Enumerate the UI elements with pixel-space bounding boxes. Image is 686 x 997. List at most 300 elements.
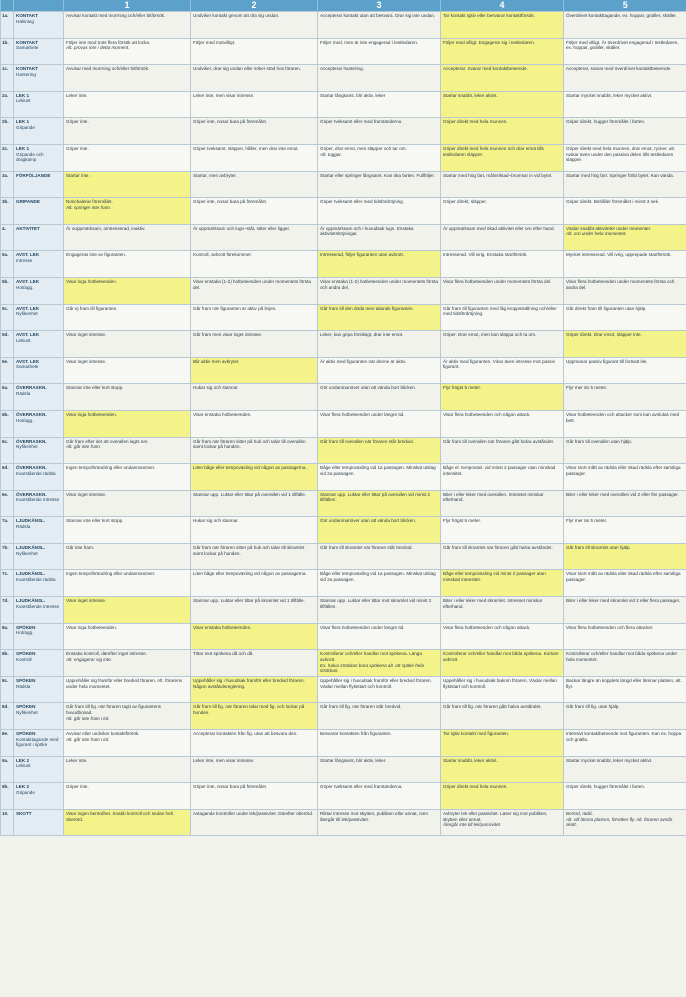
cell-text: Visar flera hotbeteenden och någon attack. bbox=[443, 624, 531, 630]
cell-text: Accepterar kontakten från fig. utan att besvara den. bbox=[193, 731, 298, 737]
cell-text: Riktar intresse mot skytten, publiken eller annat, men återgår till lek/passivitet. bbox=[320, 810, 429, 822]
row-label: LEK 1 bbox=[16, 145, 30, 151]
score-cell-1 bbox=[64, 490, 191, 517]
row-id: 7d. bbox=[1, 597, 14, 624]
score-cell-3 bbox=[318, 703, 441, 730]
cell-text: Går fram när figuranten är aktiv på linjen. bbox=[193, 305, 277, 311]
score-cell-5 bbox=[564, 490, 686, 517]
score-cell-4 bbox=[441, 410, 564, 437]
score-cell-4 bbox=[441, 12, 564, 39]
score-cell-3 bbox=[318, 38, 441, 65]
row-id: 6d. bbox=[1, 464, 14, 491]
score-cell-5 bbox=[564, 277, 686, 304]
cell-text: Följer inte med trots flera försök att locka. bbox=[66, 39, 151, 45]
score-cell-2 bbox=[191, 543, 318, 570]
cell-text: Är ouppmärksam, ointresserad, inaktiv. bbox=[66, 225, 146, 231]
row-sublabel: Lekiust bbox=[16, 337, 31, 343]
score-cell-3 bbox=[318, 171, 441, 198]
row-label: SPÖKEN bbox=[16, 624, 36, 630]
cell-text: Visar enstaka (1-2) hotbeteenden under momentets första del. bbox=[193, 278, 311, 290]
score-cell-2 bbox=[191, 304, 318, 331]
row-id: 3a. bbox=[1, 171, 14, 198]
row-id: 6b. bbox=[1, 410, 14, 437]
cell-text: Avtagande kontroller under lek/passivitet. Därefter oberörd. bbox=[193, 810, 314, 816]
score-cell-3 bbox=[318, 198, 441, 225]
cell-text: Växlar snabbt aktiviteter under momentet. bbox=[566, 225, 652, 231]
score-cell-1 bbox=[64, 597, 191, 624]
cell-text: Går fram till overallen när föraren gått halva avståndet. bbox=[443, 438, 555, 444]
row-sublabel: Kontakttagande med figurant i spöke bbox=[16, 736, 59, 748]
cell-text: Visar flera hotbeteenden under längre tid. bbox=[320, 411, 405, 417]
score-cell-2 bbox=[191, 38, 318, 65]
score-cell-5 bbox=[564, 410, 686, 437]
row-id: 9b. bbox=[1, 783, 14, 810]
cell-text: Gör undanmanöver utan att vända bort blicken. bbox=[320, 518, 417, 524]
row-label-cell bbox=[14, 597, 64, 624]
score-cell-1 bbox=[64, 623, 191, 650]
score-cell-1 bbox=[64, 12, 191, 39]
row-label: LJUDKÄNSL. bbox=[16, 571, 46, 577]
row-id: 5a. bbox=[1, 251, 14, 278]
score-cell-5 bbox=[564, 756, 686, 783]
score-cell-5 bbox=[564, 38, 686, 65]
row-label: LJUDKÄNSL. bbox=[16, 544, 46, 550]
table-row bbox=[1, 277, 686, 304]
row-label: ÖVERRASKN. bbox=[16, 438, 47, 444]
row-sublabel: Lekiust bbox=[16, 98, 31, 104]
table-header bbox=[1, 0, 686, 12]
score-cell-1 bbox=[64, 224, 191, 251]
table-row bbox=[1, 12, 686, 39]
cell-text: Uppmanar passiv figurant till fortsatt lek. bbox=[566, 358, 648, 364]
header-col-5: 5 bbox=[564, 0, 686, 12]
row-sublabel: Samarbete bbox=[16, 45, 39, 51]
score-cell-5 bbox=[564, 437, 686, 464]
cell-text: Leker inte, men visar intresse. bbox=[193, 92, 255, 98]
score-cell-1 bbox=[64, 91, 191, 118]
cell-text: Griper inte. bbox=[66, 784, 89, 790]
cell-text: Griper tveksamt eller med framtänderna bbox=[320, 119, 402, 125]
cell-text: Båge eller tempoväxling vid 1a passagen. Minskat utslag vid 2a passagen. bbox=[320, 571, 436, 583]
cell-text: Går ej fram till figuranten. bbox=[66, 305, 118, 311]
cell-text: Går fram till skramlet när föraren står bredvid. bbox=[320, 544, 413, 550]
score-cell-1 bbox=[64, 783, 191, 810]
score-cell-4 bbox=[441, 91, 564, 118]
row-label: LEK 2 bbox=[16, 784, 30, 790]
score-cell-1 bbox=[64, 410, 191, 437]
cell-text: Båge eller tempoväxling vid 1a passagen. Minskat utslag vid 2a passagen. bbox=[320, 465, 436, 476]
table-row bbox=[1, 570, 686, 597]
score-cell-1 bbox=[64, 809, 191, 836]
table-row bbox=[1, 198, 686, 225]
score-cell-4 bbox=[441, 198, 564, 225]
cell-text: Kontrollerar och/eller handlar mot båda spökena under hela momentet. bbox=[566, 651, 678, 662]
score-cell-3 bbox=[318, 118, 441, 145]
score-cell-3 bbox=[318, 597, 441, 624]
score-cell-1 bbox=[64, 198, 191, 225]
score-cell-1 bbox=[64, 676, 191, 703]
score-cell-2 bbox=[191, 570, 318, 597]
row-label-cell bbox=[14, 756, 64, 783]
score-cell-5 bbox=[564, 304, 686, 331]
table-row bbox=[1, 224, 686, 251]
cell-text: Stannar upp. Luktar eller tittar på overallen vid minst 2 tillfällen. bbox=[320, 491, 431, 503]
cell-text: Stannar upp. Luktar eller tittar på overallen vid 1 tillfälle. bbox=[193, 491, 307, 497]
cell-text: Visar flera hotbeteenden och någon attack. bbox=[443, 411, 531, 417]
score-cell-2 bbox=[191, 251, 318, 278]
table-row bbox=[1, 410, 686, 437]
score-cell-3 bbox=[318, 357, 441, 384]
table-row bbox=[1, 783, 686, 810]
cell-text: Uppehåller sig i huvudsak framför eller bredvid föraren. Växlar mellan flyktstart och kontroll. bbox=[320, 677, 432, 689]
cell-text: Griper direkt, släpper. bbox=[443, 199, 487, 205]
score-cell-4 bbox=[441, 277, 564, 304]
cell-text: Tar själv kontakt med figuranten. bbox=[443, 731, 510, 737]
score-cell-1 bbox=[64, 437, 191, 464]
row-sublabel: Kvarstående rädsla bbox=[16, 470, 56, 476]
score-cell-4 bbox=[441, 357, 564, 384]
row-label-cell bbox=[14, 730, 64, 757]
score-cell-4 bbox=[441, 171, 564, 198]
cell-text: Är uppmärksam och i huvudsak lugn. Enstaka aktivitetshöjningar. bbox=[320, 225, 414, 237]
cell-text: Ingen tempoförändring eller undanmanöver. bbox=[66, 465, 156, 471]
cell-text: Undviker kontakt genom att dra sig undan. bbox=[193, 13, 280, 18]
cell-text: Visar inga hotbeteenden. bbox=[66, 411, 117, 417]
row-label: ÖVERRASKN. bbox=[16, 411, 47, 417]
score-cell-2 bbox=[191, 331, 318, 358]
cell-text: Startar mycket snabbt, leker mycket aktivt. bbox=[566, 757, 653, 763]
cell-text: Ingen tempoförändring eller undanmanöver. bbox=[66, 571, 156, 577]
cell-text: Tittar mot spökena då och då. bbox=[193, 651, 254, 657]
row-label-cell bbox=[14, 38, 64, 65]
score-cell-5 bbox=[564, 357, 686, 384]
cell-text: Går direkt fram till figuranten utan hjälp. bbox=[566, 305, 647, 311]
cell-text: Upprehåller sig framför eller bredvid föraren. Alt. förarens under hela momentet. bbox=[66, 677, 182, 689]
cell-text: Följer med motvilligt. bbox=[193, 39, 236, 45]
header-row bbox=[1, 0, 686, 12]
table-row bbox=[1, 650, 686, 677]
score-cell-2 bbox=[191, 277, 318, 304]
score-cell-2 bbox=[191, 730, 318, 757]
row-label: LEK 2 bbox=[16, 757, 30, 763]
header-id bbox=[1, 0, 14, 12]
row-sublabel: Gripande och dragkamp bbox=[16, 151, 44, 163]
score-cell-3 bbox=[318, 623, 441, 650]
row-label-cell bbox=[14, 623, 64, 650]
row-label: KONTAKT bbox=[16, 39, 39, 45]
score-cell-5 bbox=[564, 703, 686, 730]
cell-text: Griper tveksamt, släpper, håller, men drar inte emot. bbox=[193, 145, 299, 151]
cell-text: Startar långsamt, blir aktiv, leker bbox=[320, 92, 386, 98]
score-cell-5 bbox=[564, 91, 686, 118]
cell-alt-text: Alt. går inte fram i tid. bbox=[66, 715, 110, 721]
score-cell-2 bbox=[191, 676, 318, 703]
cell-text: Gör undanmanöver utan att vända bort blicken. bbox=[320, 385, 417, 391]
row-label-cell bbox=[14, 543, 64, 570]
cell-text: Griper inte. bbox=[66, 145, 89, 151]
cell-text: Går fram till overallen utan hjälp. bbox=[566, 438, 633, 444]
row-id: 6e. bbox=[1, 490, 14, 517]
cell-text: Blir aktiv men avbryter. bbox=[193, 358, 240, 364]
score-cell-4 bbox=[441, 490, 564, 517]
score-cell-5 bbox=[564, 171, 686, 198]
table-row bbox=[1, 331, 686, 358]
cell-text: Leker inte, men visar intresse. bbox=[193, 757, 255, 763]
table-body bbox=[1, 12, 686, 836]
cell-text: Biter i eller leker med overallen vid 2 eller fler passager. bbox=[566, 491, 679, 497]
cell-text: Visar stort mått av rädsla eller ökad rädsla efter samtliga passager. bbox=[566, 571, 681, 583]
row-label: FÖRFÖLJANDE bbox=[16, 172, 51, 178]
row-label: AVST. LEK bbox=[16, 358, 40, 364]
cell-text: Griper direkt med hela munnen, drar emot, rycker, alt. ruskar även under den passiva delen tills testledaren släpper. bbox=[566, 145, 676, 163]
table-row bbox=[1, 623, 686, 650]
row-label: KONTAKT bbox=[16, 13, 39, 18]
score-cell-2 bbox=[191, 410, 318, 437]
row-id: 8e. bbox=[1, 730, 14, 757]
table-row bbox=[1, 703, 686, 730]
row-label-cell bbox=[14, 198, 64, 225]
score-cell-3 bbox=[318, 730, 441, 757]
cell-text: Visar stort mått av rädsla eller ökad rädsla efter samtliga passager. bbox=[566, 465, 681, 476]
score-cell-1 bbox=[64, 65, 191, 92]
cell-text: Accepterar. Svarar med kontaktbeteende. bbox=[443, 66, 528, 72]
score-cell-1 bbox=[64, 703, 191, 730]
cell-text: Avvisar kontakt med morrning och/eller bitförsök. bbox=[66, 13, 166, 18]
row-label: SPÖKEN bbox=[16, 651, 36, 657]
score-cell-3 bbox=[318, 251, 441, 278]
table-row bbox=[1, 357, 686, 384]
score-cell-2 bbox=[191, 809, 318, 836]
score-cell-2 bbox=[191, 65, 318, 92]
cell-text: Leker inte. bbox=[66, 92, 88, 98]
table-row bbox=[1, 437, 686, 464]
cell-text: Visar inget intresse. bbox=[66, 358, 107, 364]
row-id: 8c. bbox=[1, 676, 14, 703]
cell-text: Accepterar hantering. bbox=[320, 66, 364, 72]
score-cell-4 bbox=[441, 65, 564, 92]
cell-text: Liten båge eller tempoväxling vid någon av passagerna. bbox=[193, 465, 307, 471]
cell-text: Visar flera hotbeteenden och flera attacker. bbox=[566, 624, 654, 630]
score-cell-1 bbox=[64, 277, 191, 304]
cell-alt-text: Alt. springer inte fram. bbox=[66, 204, 111, 210]
table-row bbox=[1, 809, 686, 836]
cell-alt-text: Ex. halva sträckan bara spökena alt. ett spöke hela sträckan. bbox=[320, 662, 424, 674]
row-sublabel: Rädsla bbox=[16, 523, 31, 529]
row-sublabel: Hälsning bbox=[16, 18, 34, 24]
row-sublabel: Intresse bbox=[16, 258, 33, 264]
score-cell-3 bbox=[318, 809, 441, 836]
score-cell-5 bbox=[564, 12, 686, 39]
score-cell-2 bbox=[191, 517, 318, 544]
cell-text: Visar inga hotbeteenden. bbox=[66, 624, 117, 630]
cell-text: Griper direkt. Drar emot, släpper inte. bbox=[566, 332, 642, 338]
table-row bbox=[1, 304, 686, 331]
row-id: 1a. bbox=[1, 12, 14, 39]
table-row bbox=[1, 676, 686, 703]
score-cell-1 bbox=[64, 517, 191, 544]
score-cell-3 bbox=[318, 144, 441, 171]
cell-text: Visar inga hotbeteenden. bbox=[66, 278, 117, 284]
score-cell-2 bbox=[191, 783, 318, 810]
row-id: 8a. bbox=[1, 623, 14, 650]
row-label: AVST. LEK bbox=[16, 278, 40, 284]
row-label-cell bbox=[14, 570, 64, 597]
score-cell-3 bbox=[318, 91, 441, 118]
cell-text: Griper direkt, hugger föremålet i farten. bbox=[566, 784, 646, 790]
score-cell-4 bbox=[441, 597, 564, 624]
row-sublabel: Hot/agg. bbox=[16, 630, 34, 636]
score-cell-2 bbox=[191, 597, 318, 624]
score-cell-4 bbox=[441, 464, 564, 491]
score-cell-2 bbox=[191, 12, 318, 39]
header-label bbox=[14, 0, 64, 12]
row-label-cell bbox=[14, 251, 64, 278]
cell-text: Går fram men visar inget intresse. bbox=[193, 332, 263, 338]
row-label-cell bbox=[14, 357, 64, 384]
score-cell-1 bbox=[64, 304, 191, 331]
row-label: GRIPANDE bbox=[16, 199, 40, 205]
score-cell-3 bbox=[318, 464, 441, 491]
score-cell-3 bbox=[318, 12, 441, 39]
row-label-cell bbox=[14, 118, 64, 145]
cell-text: Går fram till den döda men talande figuranten. bbox=[320, 305, 414, 311]
cell-text: Visar enstaka (1-2) hotbeteenden under momentets första och andra del. bbox=[320, 278, 438, 290]
cell-text: Flyr högst 5 meter. bbox=[443, 385, 482, 391]
cell-text: Visar enstaka hotbeteenden. bbox=[193, 624, 252, 630]
score-cell-2 bbox=[191, 224, 318, 251]
table-row bbox=[1, 118, 686, 145]
score-cell-5 bbox=[564, 623, 686, 650]
score-cell-3 bbox=[318, 650, 441, 677]
score-cell-4 bbox=[441, 118, 564, 145]
cell-text: Griper. Drar emot, men kan släppa och ta om. bbox=[443, 332, 537, 338]
cell-text: Griper direkt med hela munnen. bbox=[443, 119, 508, 125]
row-sublabel: Kvarstående intresse bbox=[16, 603, 60, 609]
cell-text: Accepterar kontakt utan att besvara. Drar sig inte undan. bbox=[320, 13, 436, 18]
cell-text: Går fram till skramlet utan hjälp. bbox=[566, 544, 631, 550]
score-cell-2 bbox=[191, 464, 318, 491]
row-label: ÖVERRASKN. bbox=[16, 491, 47, 497]
cell-text: Går fram till fig. när föraren talar med fig. och lockar på hunden. bbox=[193, 704, 305, 716]
cell-text: Visar flera hotbeteenden under momentets första och andra del. bbox=[566, 278, 675, 290]
score-cell-5 bbox=[564, 597, 686, 624]
header-col-2: 2 bbox=[191, 0, 318, 12]
row-id: 6a. bbox=[1, 384, 14, 411]
cell-text: Visar flera hotbeteenden under längre tid. bbox=[320, 624, 405, 630]
score-cell-5 bbox=[564, 464, 686, 491]
header-col-3: 3 bbox=[318, 0, 441, 12]
cell-text: Båge el. tempoväxl. vid minst 2 passager utan minskad intensitet. bbox=[443, 465, 556, 476]
score-cell-4 bbox=[441, 251, 564, 278]
row-id: 2a. bbox=[1, 91, 14, 118]
score-cell-1 bbox=[64, 384, 191, 411]
cell-text: Avvisar med morrning och/eller bitförsök. bbox=[66, 66, 150, 72]
cell-text: Hukar sig och stannar. bbox=[193, 518, 239, 524]
cell-alt-text: Återgår inte till lek/passivitet. bbox=[443, 822, 502, 828]
row-id: 1b. bbox=[1, 38, 14, 65]
row-label: AVST. LEK bbox=[16, 252, 40, 258]
row-id: 7a. bbox=[1, 517, 14, 544]
cell-text: Griper direkt med hela munnen. bbox=[443, 784, 508, 790]
cell-text: Startar med hög fart, målinriktad–bromsar in vid bytet. bbox=[443, 172, 553, 178]
score-cell-5 bbox=[564, 809, 686, 836]
cell-text: Flyr mer än 5 meter. bbox=[566, 385, 608, 391]
score-cell-2 bbox=[191, 144, 318, 171]
table-row bbox=[1, 65, 686, 92]
score-cell-3 bbox=[318, 490, 441, 517]
cell-text: Griper direkt med hela munnen och drar emot tills testledaren släpper. bbox=[443, 145, 544, 157]
cell-text: Leker inte. bbox=[66, 757, 88, 763]
score-cell-2 bbox=[191, 118, 318, 145]
score-cell-3 bbox=[318, 224, 441, 251]
row-id: 3b. bbox=[1, 198, 14, 225]
row-label: SPÖKEN bbox=[16, 731, 36, 737]
score-cell-3 bbox=[318, 410, 441, 437]
score-cell-5 bbox=[564, 650, 686, 677]
row-label: LJUDKÄNSL. bbox=[16, 598, 46, 604]
cell-text: Griper inte. bbox=[66, 119, 89, 125]
row-label-cell bbox=[14, 304, 64, 331]
score-cell-5 bbox=[564, 676, 686, 703]
cell-text: Engageras inte av figuranten. bbox=[66, 252, 127, 258]
cell-text: Griper inte, nosar bara på föremålet. bbox=[193, 119, 268, 125]
cell-text: Går fram till overallen när föraren står bredvid. bbox=[320, 438, 414, 444]
score-cell-1 bbox=[64, 650, 191, 677]
score-cell-5 bbox=[564, 570, 686, 597]
cell-text: Startar mycket snabbt, leker mycket aktivt. bbox=[566, 92, 653, 98]
score-cell-1 bbox=[64, 38, 191, 65]
row-label-cell bbox=[14, 676, 64, 703]
row-id: 5d. bbox=[1, 331, 14, 358]
cell-text: Visar hotbeteenden och attacker som kan avslutas med bett. bbox=[566, 411, 680, 423]
row-sublabel: Nyfikenhet bbox=[16, 444, 38, 450]
row-id: 5b. bbox=[1, 277, 14, 304]
score-cell-3 bbox=[318, 277, 441, 304]
cell-text: Går inte fram. bbox=[66, 544, 95, 550]
score-cell-4 bbox=[441, 224, 564, 251]
score-cell-4 bbox=[441, 304, 564, 331]
cell-text: Båge eller tempoväxling vid minst 2 passager utan minskad intensitet. bbox=[443, 571, 546, 583]
score-cell-5 bbox=[564, 543, 686, 570]
cell-text: Kontroll, avbrott förekommer. bbox=[193, 252, 252, 258]
cell-text: Går fram till skramlet när föraren gått halva avståndet. bbox=[443, 544, 553, 550]
cell-text: Går fram till fig. utan hjälp. bbox=[566, 704, 620, 710]
score-cell-2 bbox=[191, 490, 318, 517]
header-col-4: 4 bbox=[441, 0, 564, 12]
cell-text: Griper, drar emot, men släpper och tar om. bbox=[320, 145, 407, 151]
row-sublabel: Hot/agg. bbox=[16, 417, 34, 423]
table-row bbox=[1, 730, 686, 757]
score-cell-2 bbox=[191, 437, 318, 464]
score-cell-1 bbox=[64, 331, 191, 358]
row-label-cell bbox=[14, 464, 64, 491]
row-sublabel: Kvarstående intresse bbox=[16, 497, 60, 503]
cell-text: Nonchalerar föremålet. bbox=[66, 199, 113, 205]
row-sublabel: Hot/agg. bbox=[16, 284, 34, 290]
score-cell-2 bbox=[191, 198, 318, 225]
cell-text: Överdrivet kontakttagande, ex. hoppar, gnäller, skäller. bbox=[566, 13, 677, 18]
score-cell-1 bbox=[64, 570, 191, 597]
row-id: 8d. bbox=[1, 703, 14, 730]
score-cell-3 bbox=[318, 331, 441, 358]
row-label-cell bbox=[14, 12, 64, 39]
score-cell-5 bbox=[564, 118, 686, 145]
cell-text: Följer med villigt. Engagerar sig i testledaren. bbox=[443, 39, 535, 45]
cell-text: Griper inte, nosar bara på föremålet. bbox=[193, 784, 268, 790]
score-cell-5 bbox=[564, 384, 686, 411]
row-label: SKOTT bbox=[16, 810, 32, 816]
cell-text: Startar, men avbryter. bbox=[193, 172, 237, 178]
